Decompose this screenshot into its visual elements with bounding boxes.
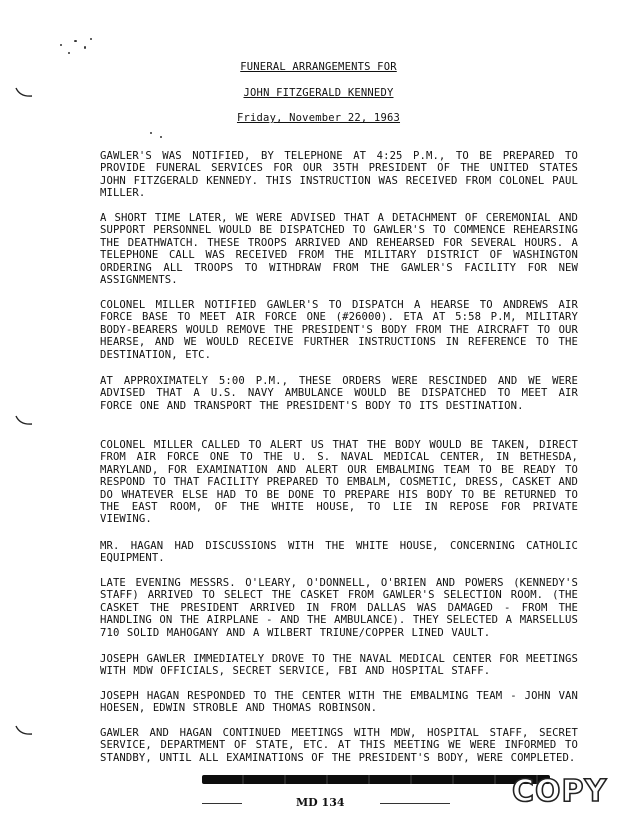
paragraph: JOSEPH GAWLER IMMEDIATELY DROVE TO THE NAVAL MEDICAL CENTER FOR MEETINGS WITH MDW OFFICIALS, SECRET SERVICE, FBI AND HOSPITAL STAFF. bbox=[100, 653, 578, 678]
paragraph: GAWLER'S WAS NOTIFIED, BY TELEPHONE AT 4:25 P.M., TO BE PREPARED TO PROVIDE FUNERAL SERVICES FOR OUR 35TH PRESIDENT OF THE UNITED STATES JOHN FITZGERALD KENNEDY. THIS INSTRUCTION WAS RECEIVED FROM COLONEL PAUL MILLER. bbox=[100, 150, 578, 200]
footer-rule-left bbox=[202, 803, 242, 804]
scan-speck bbox=[60, 44, 62, 46]
document-title: FUNERAL ARRANGEMENTS FOR bbox=[240, 61, 397, 73]
scan-speck bbox=[84, 46, 86, 49]
copy-stamp: COPY bbox=[512, 774, 608, 809]
paragraph: MR. HAGAN HAD DISCUSSIONS WITH THE WHITE HOUSE, CONCERNING CATHOLIC EQUIPMENT. bbox=[100, 540, 578, 565]
scan-speck bbox=[150, 132, 152, 134]
document-subject: JOHN FITZGERALD KENNEDY bbox=[243, 87, 394, 99]
paragraph: COLONEL MILLER NOTIFIED GAWLER'S TO DISPATCH A HEARSE TO ANDREWS AIR FORCE BASE TO MEET AIR FORCE ONE (#26000). ETA AT 5:58 P.M, MILITARY BODY-BEARERS WOULD REMOVE THE PRESIDENT'S BODY FROM THE AIRCRAFT TO OUR HEARSE, AND WE WOULD RECEIVE FURTHER INSTRUCTIONS IN REFERENCE TO THE DESTINATION, ETC. bbox=[100, 299, 578, 361]
paragraph: COLONEL MILLER CALLED TO ALERT US THAT THE BODY WOULD BE TAKEN, DIRECT FROM AIR FORCE ONE TO THE U. S. NAVAL MEDICAL CENTER, IN BETHESDA, MARYLAND, FOR EXAMINATION AND ALERT OUR EMBALMING TEAM TO BE READY TO RESPOND TO THAT FACILITY PREPARED TO EMBALM, COSMETIC, DRESS, CASKET AND DO WHATEVER ELSE HAD TO BE DONE TO PREPARE HIS BODY TO BE RETURNED TO THE EAST ROOM, OF THE WHITE HOUSE, TO LIE IN REPOSE FOR PRIVATE VIEWING. bbox=[100, 439, 578, 526]
paragraph: JOSEPH HAGAN RESPONDED TO THE CENTER WITH THE EMBALMING TEAM - JOHN VAN HOESEN, EDWIN STROBLE AND THOMAS ROBINSON. bbox=[100, 690, 578, 715]
scan-speck bbox=[74, 40, 77, 42]
paragraph: AT APPROXIMATELY 5:00 P.M., THESE ORDERS WERE RESCINDED AND WE WERE ADVISED THAT A U.S. NAVY AMBULANCE WOULD BE DISPATCHED TO MEET AIR FORCE ONE AND TRANSPORT THE PRESIDENT'S BODY TO ITS DESTINATION. bbox=[100, 375, 578, 412]
margin-punch-mark bbox=[14, 414, 34, 428]
scan-speck bbox=[68, 52, 70, 54]
paragraph: A SHORT TIME LATER, WE WERE ADVISED THAT A DETACHMENT OF CEREMONIAL AND SUPPORT PERSONNEL WOULD BE DISPATCHED TO GAWLER'S TO COMMENCE REHEARSING THE DEATHWATCH. THESE TROOPS ARRIVED AND REHEARSED FOR SEVERAL HOURS. A TELEPHONE CALL WAS RECEIVED FROM THE MILITARY DISTRICT OF WASHINGTON ORDERING ALL TROOPS TO WITHDRAW FROM THE GAWLER'S FACILITY FOR NEW ASSIGNMENTS. bbox=[100, 212, 578, 287]
footer-rule-right bbox=[380, 803, 450, 804]
paragraph: GAWLER AND HAGAN CONTINUED MEETINGS WITH MDW, HOSPITAL STAFF, SECRET SERVICE, DEPARTMENT OF STATE, ETC. AT THIS MEETING WE WERE INFORMED TO STANDBY, UNTIL ALL EXAMINATIONS OF THE PRESIDENT'S BODY, WERE COMPLETED. bbox=[100, 727, 578, 764]
margin-punch-mark bbox=[14, 724, 34, 738]
scan-speck bbox=[160, 136, 162, 138]
page-label: MD 134 bbox=[296, 796, 345, 809]
scan-speck bbox=[90, 38, 92, 40]
paragraph: LATE EVENING MESSRS. O'LEARY, O'DONNELL, O'BRIEN AND POWERS (KENNEDY'S STAFF) ARRIVED TO SELECT THE CASKET FROM GAWLER'S SELECTION ROOM. (THE CASKET THE PRESIDENT ARRIVED IN FROM DALLAS WAS DAMAGED - FROM THE HANDLING ON THE AIRPLANE - AND THE AMBULANCE). THEY SELECTED A MARSELLUS 710 SOLID MAHOGANY AND A WILBERT TRIUNE/COPPER LINED VAULT. bbox=[100, 577, 578, 639]
redaction-bar bbox=[202, 775, 550, 784]
document-date: Friday, November 22, 1963 bbox=[236, 112, 401, 124]
